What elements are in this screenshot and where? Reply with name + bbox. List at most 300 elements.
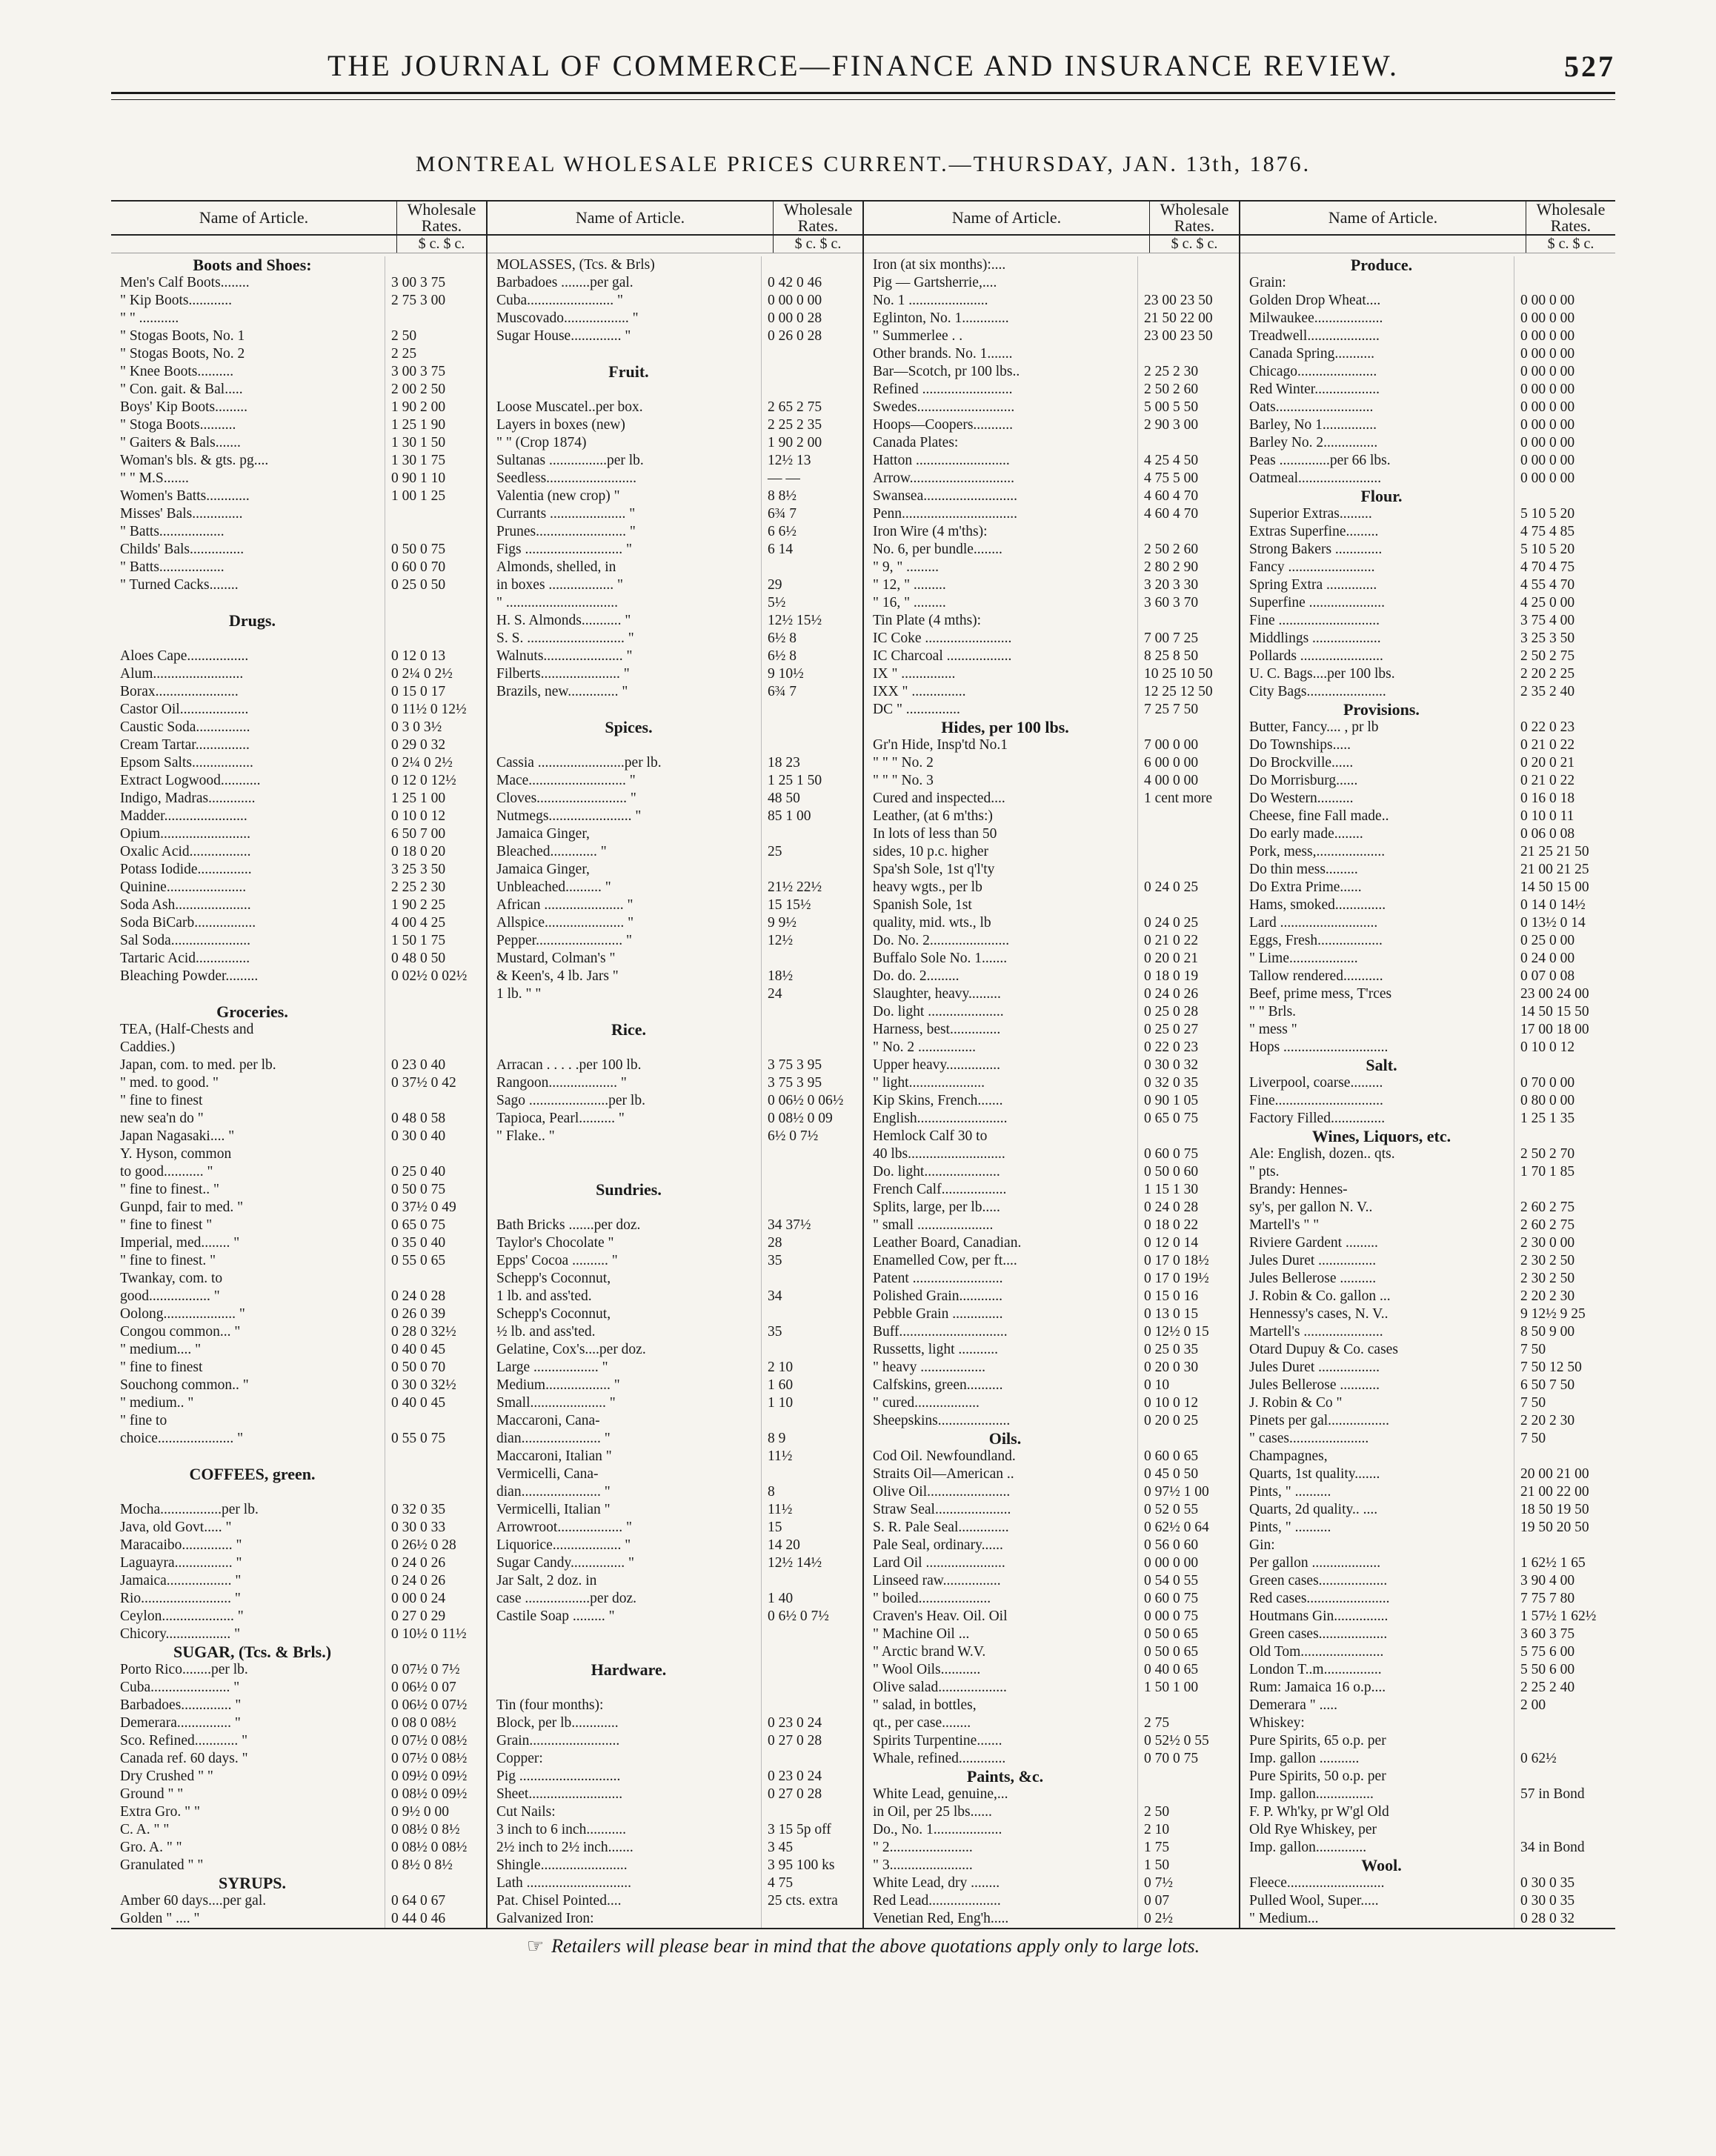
wholesale-rate: 5 75 6 00: [1514, 1643, 1609, 1661]
article-name: Schepp's Coconnut,: [496, 1271, 611, 1286]
wholesale-rate: [761, 1412, 857, 1430]
price-row: [496, 630, 857, 648]
article-name: H. S. Almonds........... ": [496, 613, 631, 628]
article-name: Otard Dupuy & Co. cases: [1249, 1342, 1398, 1357]
article-name: Imp. gallon................: [1249, 1786, 1374, 1802]
section-heading: SUGAR, (Tcs. & Brls.): [173, 1643, 332, 1661]
article-name: Small..................... ": [496, 1395, 616, 1411]
wholesale-rate: [1137, 1786, 1233, 1803]
wholesale-rate: 0 06½ 0 07: [385, 1679, 480, 1697]
price-row: [496, 434, 857, 452]
article-name: Cloves......................... ": [496, 791, 636, 806]
wholesale-rate: [761, 825, 857, 843]
wholesale-rate: [761, 1572, 857, 1590]
price-row: [496, 452, 857, 470]
wholesale-rate: 0 10 0 12: [1514, 1039, 1609, 1057]
article-name: Women's Batts............: [120, 488, 250, 504]
wholesale-rate: 2 25: [385, 345, 480, 363]
price-row: [1249, 1768, 1609, 1786]
wholesale-rate: 21 00 22 00: [1514, 1483, 1609, 1501]
wholesale-rate: 2 25 2 35: [761, 416, 857, 434]
article-name: Imp. gallon..............: [1249, 1840, 1367, 1855]
wholesale-rate: 0 00 0 00: [1514, 292, 1609, 310]
price-row: [496, 1501, 857, 1519]
article-name: Caddies.): [120, 1039, 176, 1055]
price-row: [1249, 310, 1609, 327]
wholesale-rate: 2 75 3 00: [385, 292, 480, 310]
price-row: [1249, 1608, 1609, 1626]
price-row: [1249, 1643, 1609, 1661]
price-row: [120, 1732, 480, 1750]
price-row: [120, 1839, 480, 1857]
price-row: [496, 1803, 857, 1821]
wholesale-rate: [1514, 274, 1609, 292]
wholesale-rate: 1 57½ 1 62½: [1514, 1608, 1609, 1626]
price-row: [1249, 1679, 1609, 1697]
price-row: [120, 1288, 480, 1305]
wholesale-rate: 0 15 0 17: [385, 683, 480, 701]
price-row: [1249, 950, 1609, 968]
wholesale-rate: 15: [761, 1519, 857, 1537]
price-row: [873, 1839, 1233, 1857]
wholesale-rate: 0 23 0 24: [761, 1768, 857, 1786]
price-row: [496, 1448, 857, 1465]
price-row: [1249, 416, 1609, 434]
price-row: [1249, 612, 1609, 630]
price-row: [1249, 1412, 1609, 1430]
article-name: " Machine Oil ...: [873, 1626, 970, 1642]
price-row: [1249, 772, 1609, 790]
name-of-article-header: Name of Article.: [488, 202, 774, 234]
article-name: Green cases...................: [1249, 1573, 1388, 1588]
article-name: " Kip Boots............: [120, 293, 232, 308]
article-name: Red Lead....................: [873, 1893, 1001, 1909]
wholesale-rate: [385, 505, 480, 523]
price-row: [1249, 1465, 1609, 1483]
wholesale-rate: 0 28 0 32½: [385, 1323, 480, 1341]
article-name: Large .................. ": [496, 1360, 608, 1375]
article-name: Olive Oil.......................: [873, 1484, 1011, 1500]
section-heading-row: [496, 363, 857, 381]
wholesale-rate: 1 25 1 00: [385, 790, 480, 808]
section-heading-row: [1249, 701, 1609, 719]
wholesale-rate: 0 37½ 0 42: [385, 1074, 480, 1092]
wholesale-rate: 0 00 0 00: [1514, 470, 1609, 488]
wholesale-rate: 0 00 0 00: [1514, 399, 1609, 416]
article-name: Congou common... ": [120, 1324, 241, 1340]
price-row: [873, 256, 1233, 274]
wholesale-rate: 0 20 0 30: [1137, 1359, 1233, 1377]
price-row: [873, 1270, 1233, 1288]
wholesale-rate: 6¾ 7: [761, 505, 857, 523]
price-row: [496, 1092, 857, 1110]
article-name: [496, 736, 761, 754]
wholesale-rate: 12½ 15½: [761, 612, 857, 630]
article-name: Pat. Chisel Pointed....: [496, 1893, 622, 1909]
wholesale-rate: 2 25 2 30: [385, 879, 480, 896]
article-name: Aloes Cape.................: [120, 648, 249, 664]
wholesale-rate: [1514, 1821, 1609, 1839]
article-name: White Lead, dry ........: [873, 1875, 1000, 1891]
article-name: Spa'sh Sole, 1st q'l'ty: [873, 862, 995, 877]
price-row: [1249, 1430, 1609, 1448]
article-name: Cheese, fine Fall made..: [1249, 808, 1389, 824]
wholesale-rate: 0 10½ 0 11½: [385, 1626, 480, 1643]
wholesale-rate: 1 62½ 1 65: [1514, 1554, 1609, 1572]
price-row: [1249, 1341, 1609, 1359]
article-name: Venetian Red, Eng'h.....: [873, 1911, 1009, 1926]
wholesale-rate: [761, 1163, 857, 1181]
article-name: Eggs, Fresh..................: [1249, 933, 1383, 948]
wholesale-rate: 0 60 0 75: [1137, 1145, 1233, 1163]
wholesale-rate: 0 30 0 35: [1514, 1892, 1609, 1910]
wholesale-rate: 9 10½: [761, 665, 857, 683]
wholesale-rate: [761, 256, 857, 274]
price-row: [1249, 470, 1609, 488]
article-name: " " " No. 3: [873, 773, 934, 788]
price-row: [120, 1661, 480, 1679]
article-name: & Keen's, 4 lb. Jars ": [496, 968, 619, 984]
wholesale-rate: 1 25 1 35: [1514, 1110, 1609, 1128]
price-row: [496, 1110, 857, 1128]
article-name: Valentia (new crop) ": [496, 488, 620, 504]
price-row: [120, 345, 480, 363]
price-row: [1249, 1092, 1609, 1110]
article-name: " Stogas Boots, No. 1: [120, 328, 245, 344]
article-name: Old Rye Whiskey, per: [1249, 1822, 1377, 1837]
price-table: [111, 200, 1615, 1929]
price-row: [120, 1626, 480, 1643]
price-row: [496, 1163, 857, 1181]
article-name: S. S. ........................... ": [496, 631, 634, 646]
wholesale-rate: 0 64 0 67: [385, 1892, 480, 1910]
article-name: Gro. A. " ": [120, 1840, 182, 1855]
article-name: Gelatine, Cox's....per doz.: [496, 1342, 646, 1357]
wholesale-rate: 8 50 9 00: [1514, 1323, 1609, 1341]
price-row: [873, 1305, 1233, 1323]
wholesale-rate: [1137, 523, 1233, 541]
article-name: S. R. Pale Seal..............: [873, 1520, 1009, 1535]
wholesale-rate: 18½: [761, 968, 857, 985]
wholesale-rate: 2 20 2 25: [1514, 665, 1609, 683]
price-row: [873, 736, 1233, 754]
price-row: [120, 968, 480, 985]
wholesale-rate: 12 25 12 50: [1137, 683, 1233, 701]
article-name: No. 1 ......................: [873, 293, 988, 308]
price-row: [1249, 1305, 1609, 1323]
price-row: [1249, 914, 1609, 932]
wholesale-rate: 1 60: [761, 1377, 857, 1394]
article-name: Epps' Cocoa .......... ": [496, 1253, 618, 1268]
wholesale-rate: 0 60 0 65: [1137, 1448, 1233, 1465]
wholesale-rate: 0 09½ 0 09½: [385, 1768, 480, 1786]
wholesale-rate: 4 55 4 70: [1514, 576, 1609, 594]
wholesale-rate: 29: [761, 576, 857, 594]
wholesale-rate: 2 80 2 90: [1137, 559, 1233, 576]
wholesale-rate: 0 25 0 28: [1137, 1003, 1233, 1021]
wholesale-rate: 1 cent more: [1137, 790, 1233, 808]
wholesale-rate: 1 00 1 25: [385, 488, 480, 505]
wholesale-rate: 0 52½ 0 55: [1137, 1732, 1233, 1750]
page-number: 527: [1564, 50, 1615, 83]
price-row: [120, 825, 480, 843]
column-header: [111, 202, 486, 236]
wholesale-rate: [761, 861, 857, 879]
article-name: Rangoon................... ": [496, 1075, 627, 1091]
article-name: Strong Bakers .............: [1249, 542, 1383, 557]
wholesale-rate: 21 00 21 25: [1514, 861, 1609, 879]
price-row: [1249, 399, 1609, 416]
price-row: [1249, 1714, 1609, 1732]
price-row: [1249, 274, 1609, 292]
wholesale-rate: 2 00 2 50: [385, 381, 480, 399]
article-name: Green cases...................: [1249, 1626, 1388, 1642]
price-row: [496, 825, 857, 843]
wholesale-rate: 28: [761, 1234, 857, 1252]
wholesale-rate: 0 40 0 45: [385, 1394, 480, 1412]
section-heading-row: [873, 1768, 1233, 1786]
article-name: " Turned Cacks........: [120, 577, 239, 593]
article-name: " boiled....................: [873, 1591, 991, 1606]
price-row: [496, 1768, 857, 1786]
wholesale-rate: 0 06 0 08: [1514, 825, 1609, 843]
wholesale-rate: 15 15½: [761, 896, 857, 914]
wholesale-rate: 1 75: [1137, 1839, 1233, 1857]
wholesale-rate: [1137, 896, 1233, 914]
wholesale-rate: [761, 1003, 857, 1021]
price-row: [1249, 505, 1609, 523]
wholesale-rate: 0 00 0 00: [1137, 1554, 1233, 1572]
wholesale-rate: [1137, 1697, 1233, 1714]
article-name: dian...................... ": [496, 1431, 611, 1446]
price-row: [496, 1430, 857, 1448]
wholesale-rate: 2 30 0 00: [1514, 1234, 1609, 1252]
article-name: No. 6, per bundle........: [873, 542, 1002, 557]
article-name: Do thin mess.........: [1249, 862, 1358, 877]
price-row: [120, 594, 480, 612]
article-name: Sheet..........................: [496, 1786, 623, 1802]
article-name: Straw Seal.....................: [873, 1502, 1011, 1517]
price-row: [1249, 1039, 1609, 1057]
price-row: [873, 1501, 1233, 1519]
price-row: [496, 1483, 857, 1501]
article-name: Do. light .....................: [873, 1004, 1004, 1019]
price-row: [1249, 1270, 1609, 1288]
article-name: Jar Salt, 2 doz. in: [496, 1573, 597, 1588]
wholesale-rate: 0 60 0 75: [1137, 1590, 1233, 1608]
wholesale-rate: [385, 1003, 480, 1021]
wholesale-rate: — —: [761, 470, 857, 488]
price-row: [496, 1323, 857, 1341]
wholesale-rate: [1137, 843, 1233, 861]
price-row: [496, 772, 857, 790]
wholesale-rate: [761, 1803, 857, 1821]
price-row: [120, 1750, 480, 1768]
article-name: Hoops—Coopers...........: [873, 417, 1014, 433]
article-name: dian...................... ": [496, 1484, 611, 1500]
article-name: Gunpd, fair to med. ": [120, 1200, 244, 1215]
wholesale-rate: 5 10 5 20: [1514, 541, 1609, 559]
article-name: Pork, mess,...................: [1249, 844, 1386, 859]
price-row: [120, 1323, 480, 1341]
article-name: Layers in boxes (new): [496, 417, 625, 433]
article-name: " medium.. ": [120, 1395, 194, 1411]
article-name: Milwaukee...................: [1249, 310, 1383, 326]
price-row: [873, 523, 1233, 541]
wholesale-rate: 7 25 7 50: [1137, 701, 1233, 719]
section-heading: Groceries.: [216, 1003, 288, 1021]
wholesale-rate: 0 70 0 75: [1137, 1750, 1233, 1768]
wholesale-rate: 4 25 4 50: [1137, 452, 1233, 470]
price-row: [1249, 1110, 1609, 1128]
price-row: [496, 754, 857, 772]
price-row: [120, 1857, 480, 1874]
price-row: [496, 1003, 857, 1021]
price-rows: [111, 253, 486, 1928]
wholesale-rate: 2 50: [385, 327, 480, 345]
wholesale-rates-header: Wholesale Rates.: [407, 202, 476, 235]
wholesale-rate: 0 25 0 40: [385, 1163, 480, 1181]
price-row: [873, 1394, 1233, 1412]
wholesale-rate: 0 08 0 08½: [385, 1714, 480, 1732]
wholesale-rate: [385, 1448, 480, 1465]
wholesale-rate: 34 37½: [761, 1217, 857, 1234]
wholesale-rate: 21½ 22½: [761, 879, 857, 896]
wholesale-rate: [1137, 274, 1233, 292]
wholesale-rate: 0 30 0 32½: [385, 1377, 480, 1394]
wholesale-rate: 0 24 0 00: [1514, 950, 1609, 968]
price-row: [120, 896, 480, 914]
price-row: [873, 754, 1233, 772]
article-name: Dry Crushed " ": [120, 1769, 213, 1784]
article-name: 1 lb. " ": [496, 986, 542, 1002]
price-row: [1249, 754, 1609, 772]
wholesale-rate: 0 90 1 10: [385, 470, 480, 488]
price-row: [120, 1608, 480, 1626]
section-heading-row: [1249, 1128, 1609, 1145]
wholesale-rate: [761, 1181, 857, 1199]
article-name: Jamaica.................. ": [120, 1573, 242, 1588]
article-name: " Arctic brand W.V.: [873, 1644, 986, 1660]
wholesale-rate: 0 55 0 75: [385, 1430, 480, 1448]
price-row: [496, 683, 857, 701]
price-row: [496, 594, 857, 612]
price-row: [1249, 1288, 1609, 1305]
wholesale-rate: 0 50 0 75: [385, 541, 480, 559]
price-row: [496, 1305, 857, 1323]
article-name: Mace........................... ": [496, 773, 636, 788]
article-name: " Summerlee . .: [873, 328, 963, 344]
wholesale-rate: 23 00 23 50: [1137, 327, 1233, 345]
section-heading-row: [120, 612, 480, 630]
price-row: [120, 1199, 480, 1217]
article-name: " Batts..................: [120, 524, 225, 539]
unit-row: [488, 236, 862, 253]
price-row: [496, 1359, 857, 1377]
wholesale-rate: [1514, 1448, 1609, 1465]
article-name: " " Brls.: [1249, 1004, 1297, 1019]
article-name: Sugar Candy............... ": [496, 1555, 634, 1571]
wholesale-rate: 0 00 0 00: [1514, 452, 1609, 470]
wholesale-rate: 4 60 4 70: [1137, 488, 1233, 505]
price-row: [1249, 1821, 1609, 1839]
price-row: [873, 1572, 1233, 1590]
article-name: Enamelled Cow, per ft....: [873, 1253, 1017, 1268]
wholesale-rate: [761, 345, 857, 363]
wholesale-rate: 48 50: [761, 790, 857, 808]
wholesale-rate: 6 50 7 50: [1514, 1377, 1609, 1394]
price-row: [120, 1768, 480, 1786]
price-row: [1249, 968, 1609, 985]
wholesale-rate: 0 60 0 70: [385, 559, 480, 576]
unit-spacer: [488, 236, 774, 253]
price-row: [496, 648, 857, 665]
wholesale-rate: 0 26 0 39: [385, 1305, 480, 1323]
wholesale-rate: 12½: [761, 932, 857, 950]
wholesale-rate: 2 90 3 00: [1137, 416, 1233, 434]
wholesale-rate: [385, 310, 480, 327]
article-name: IC Charcoal ..................: [873, 648, 1012, 664]
wholesale-rate: 1 70 1 85: [1514, 1163, 1609, 1181]
wholesale-rate: 0 2¼ 0 2½: [385, 665, 480, 683]
price-row: [120, 452, 480, 470]
article-name: Upper heavy...............: [873, 1057, 1001, 1073]
wholesale-rate: 10 25 10 50: [1137, 665, 1233, 683]
article-name: Block, per lb.............: [496, 1715, 619, 1731]
article-name: Y. Hyson, common: [120, 1146, 232, 1162]
price-row: [496, 843, 857, 861]
article-name: Cream Tartar...............: [120, 737, 250, 753]
price-row: [120, 701, 480, 719]
price-row: [873, 292, 1233, 310]
wholesale-rate: 0 44 0 46: [385, 1910, 480, 1928]
wholesale-rate: 0 26 0 28: [761, 327, 857, 345]
price-row: [120, 541, 480, 559]
price-row: [120, 1234, 480, 1252]
article-name: " " " No. 2: [873, 755, 934, 771]
article-name: Liverpool, coarse.........: [1249, 1075, 1383, 1091]
price-row: [120, 736, 480, 754]
unit-row: [1240, 236, 1615, 253]
article-name: " med. to good. ": [120, 1075, 219, 1091]
price-row: [120, 1145, 480, 1163]
price-row: [1249, 736, 1609, 754]
pointing-hand-icon: ☞: [526, 1935, 545, 1957]
article-name: Champagnes,: [1249, 1448, 1328, 1464]
price-row: [1249, 683, 1609, 701]
article-name: Unbleached.......... ": [496, 879, 611, 895]
price-row: [120, 1697, 480, 1714]
price-row: [1249, 896, 1609, 914]
price-row: [120, 505, 480, 523]
wholesale-rate: 0 11½ 0 12½: [385, 701, 480, 719]
article-name: MOLASSES, (Tcs. & Brls): [496, 257, 655, 273]
wholesale-rate: 0 90 1 05: [1137, 1092, 1233, 1110]
article-name: Bar—Scotch, pr 100 lbs..: [873, 364, 1020, 379]
wholesale-rate: 0 62½ 0 64: [1137, 1519, 1233, 1537]
price-row: [120, 1786, 480, 1803]
article-name: Russetts, light ...........: [873, 1342, 999, 1357]
price-row: [120, 1448, 480, 1465]
wholesale-rate: [761, 719, 857, 736]
wholesale-rate: [761, 1750, 857, 1768]
price-row: [496, 1892, 857, 1910]
article-name: Swedes...........................: [873, 399, 1015, 415]
article-name: Swansea..........................: [873, 488, 1017, 504]
article-name: Houtmans Gin...............: [1249, 1608, 1389, 1624]
article-name: Fine..............................: [1249, 1093, 1383, 1108]
wholesale-rate: 1 50 1 75: [385, 932, 480, 950]
